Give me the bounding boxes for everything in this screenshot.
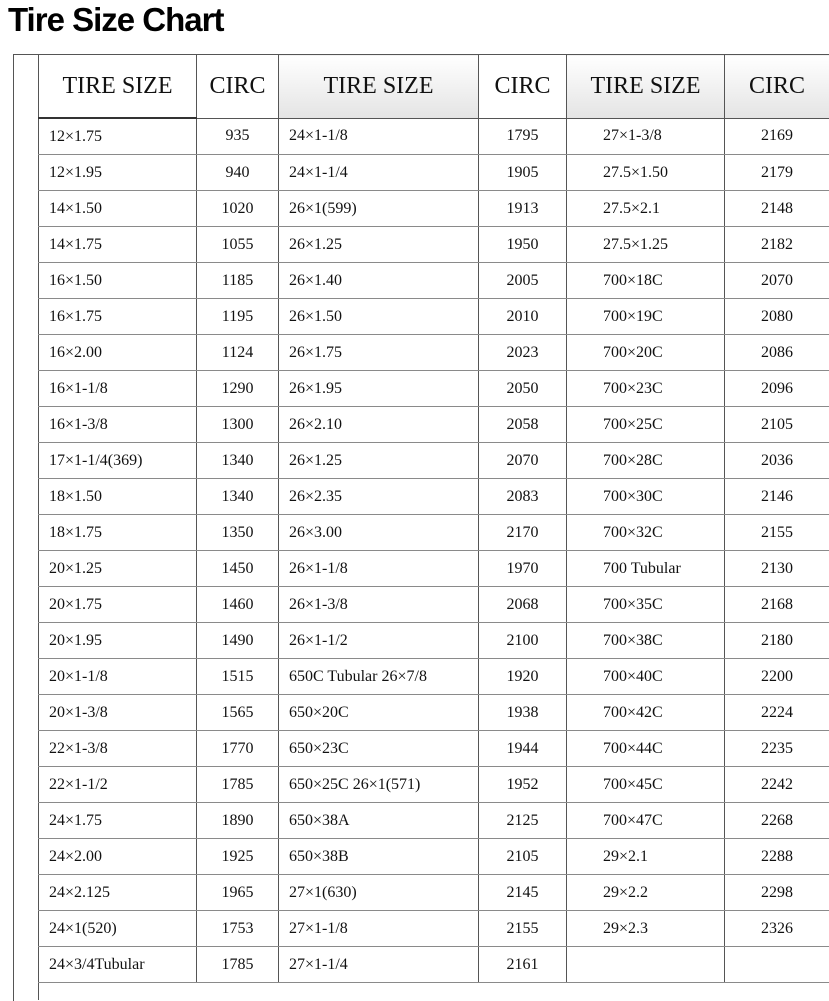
tire-size-cell: 22×1-3/8 xyxy=(39,731,197,767)
tire-size-cell: 26×1.25 xyxy=(279,443,479,479)
circ-cell: 2130 xyxy=(725,551,829,587)
circ-cell: 2242 xyxy=(725,767,829,803)
table-row xyxy=(39,263,829,299)
header-tire-size-3: TIRE SIZE xyxy=(567,55,725,119)
header-circ-3: CIRC xyxy=(725,55,829,119)
circ-cell: 1300 xyxy=(197,407,279,443)
tire-size-cell: 26×1.50 xyxy=(279,299,479,335)
circ-cell: 1565 xyxy=(197,695,279,731)
tire-size-cell: 16×1-3/8 xyxy=(39,407,197,443)
tire-size-cell: 26×2.10 xyxy=(279,407,479,443)
tire-size-cell: 700×28C xyxy=(567,443,725,479)
circ-cell: 2200 xyxy=(725,659,829,695)
tire-size-cell: 14×1.75 xyxy=(39,227,197,263)
circ-cell: 1905 xyxy=(479,155,567,191)
tire-size-cell: 29×2.1 xyxy=(567,839,725,875)
tire-size-cell: 14×1.50 xyxy=(39,191,197,227)
circ-cell: 2145 xyxy=(479,875,567,911)
circ-cell: 1938 xyxy=(479,695,567,731)
tire-size-cell: 700×47C xyxy=(567,803,725,839)
circ-cell: 2050 xyxy=(479,371,567,407)
circ-cell: 2068 xyxy=(479,587,567,623)
circ-cell: 2083 xyxy=(479,479,567,515)
circ-cell: 2155 xyxy=(479,911,567,947)
circ-cell: 1490 xyxy=(197,623,279,659)
tire-size-cell: 18×1.75 xyxy=(39,515,197,551)
tire-size-cell: 700×42C xyxy=(567,695,725,731)
circ-cell: 2326 xyxy=(725,911,829,947)
circ-cell: 1795 xyxy=(479,118,567,155)
table-row xyxy=(39,803,829,839)
circ-cell: 2268 xyxy=(725,803,829,839)
tire-size-cell: 700×35C xyxy=(567,587,725,623)
circ-cell: 1753 xyxy=(197,911,279,947)
circ-cell: 2125 xyxy=(479,803,567,839)
table-row xyxy=(39,731,829,767)
header-tire-size-1: TIRE SIZE xyxy=(39,55,197,119)
tire-size-cell: 650×38A xyxy=(279,803,479,839)
circ-cell: 1925 xyxy=(197,839,279,875)
table-row xyxy=(39,911,829,947)
circ-cell: 2161 xyxy=(479,947,567,983)
tire-size-cell: 26×3.00 xyxy=(279,515,479,551)
table-body xyxy=(39,118,829,983)
tire-size-cell: 700×25C xyxy=(567,407,725,443)
tire-size-cell: 700×30C xyxy=(567,479,725,515)
tire-size-cell: 24×2.00 xyxy=(39,839,197,875)
circ-cell: 1195 xyxy=(197,299,279,335)
tire-size-cell: 26×1.75 xyxy=(279,335,479,371)
tire-size-cell xyxy=(567,947,725,983)
table-row xyxy=(39,515,829,551)
header-circ-2: CIRC xyxy=(479,55,567,119)
circ-cell: 2298 xyxy=(725,875,829,911)
tire-size-cell: 29×2.2 xyxy=(567,875,725,911)
circ-cell: 1890 xyxy=(197,803,279,839)
circ-cell: 1460 xyxy=(197,587,279,623)
tire-size-cell: 22×1-1/2 xyxy=(39,767,197,803)
circ-cell: 940 xyxy=(197,155,279,191)
table-row xyxy=(39,227,829,263)
circ-cell: 2148 xyxy=(725,191,829,227)
header-tire-size-2: TIRE SIZE xyxy=(279,55,479,119)
table-row xyxy=(39,335,829,371)
table-row xyxy=(39,767,829,803)
circ-cell: 2005 xyxy=(479,263,567,299)
tire-size-cell: 700×38C xyxy=(567,623,725,659)
circ-cell: 2179 xyxy=(725,155,829,191)
circ-cell: 2010 xyxy=(479,299,567,335)
tire-size-cell: 26×1-3/8 xyxy=(279,587,479,623)
circ-cell: 2086 xyxy=(725,335,829,371)
circ-cell: 2288 xyxy=(725,839,829,875)
tire-size-cell: 26×1-1/2 xyxy=(279,623,479,659)
header-circ-1: CIRC xyxy=(197,55,279,119)
tire-size-cell: 700×20C xyxy=(567,335,725,371)
circ-cell: 1350 xyxy=(197,515,279,551)
circ-cell: 1185 xyxy=(197,263,279,299)
tire-size-cell: 20×1.95 xyxy=(39,623,197,659)
tire-size-cell: 24×1-1/4 xyxy=(279,155,479,191)
circ-cell: 1770 xyxy=(197,731,279,767)
circ-cell: 2105 xyxy=(479,839,567,875)
tire-size-cell: 24×2.125 xyxy=(39,875,197,911)
tire-size-cell: 700 Tubular xyxy=(567,551,725,587)
circ-cell: 2169 xyxy=(725,118,829,155)
tire-size-cell: 650×20C xyxy=(279,695,479,731)
tire-size-cell: 700×23C xyxy=(567,371,725,407)
table-row xyxy=(39,407,829,443)
table-row xyxy=(39,191,829,227)
tire-size-cell: 17×1-1/4(369) xyxy=(39,443,197,479)
tire-size-cell: 700×32C xyxy=(567,515,725,551)
circ-cell: 2058 xyxy=(479,407,567,443)
table-row xyxy=(39,371,829,407)
tire-size-cell: 26×1.25 xyxy=(279,227,479,263)
tire-size-cell: 18×1.50 xyxy=(39,479,197,515)
circ-cell: 2168 xyxy=(725,587,829,623)
circ-cell: 1340 xyxy=(197,443,279,479)
tire-size-cell: 26×1.40 xyxy=(279,263,479,299)
tire-size-cell: 700×19C xyxy=(567,299,725,335)
tire-size-cell: 12×1.95 xyxy=(39,155,197,191)
circ-cell: 2036 xyxy=(725,443,829,479)
tire-size-cell: 16×1-1/8 xyxy=(39,371,197,407)
circ-cell: 1944 xyxy=(479,731,567,767)
circ-cell: 1913 xyxy=(479,191,567,227)
table-row xyxy=(39,479,829,515)
tire-size-cell: 26×1-1/8 xyxy=(279,551,479,587)
tire-size-cell: 24×1(520) xyxy=(39,911,197,947)
tire-size-cell: 12×1.75 xyxy=(39,118,197,155)
table-row xyxy=(39,659,829,695)
tire-size-cell: 27.5×1.50 xyxy=(567,155,725,191)
tire-size-cell: 20×1-3/8 xyxy=(39,695,197,731)
table-row xyxy=(39,443,829,479)
circ-cell: 1970 xyxy=(479,551,567,587)
circ-cell: 2146 xyxy=(725,479,829,515)
table-left-gutter xyxy=(20,54,39,1000)
table-row xyxy=(39,587,829,623)
circ-cell: 1020 xyxy=(197,191,279,227)
tire-size-cell: 24×1-1/8 xyxy=(279,118,479,155)
circ-cell: 2096 xyxy=(725,371,829,407)
table-row xyxy=(39,695,829,731)
circ-cell: 1515 xyxy=(197,659,279,695)
circ-cell: 1290 xyxy=(197,371,279,407)
circ-cell: 1785 xyxy=(197,947,279,983)
circ-cell: 1450 xyxy=(197,551,279,587)
circ-cell: 2155 xyxy=(725,515,829,551)
circ-cell: 2070 xyxy=(479,443,567,479)
circ-cell: 1920 xyxy=(479,659,567,695)
tire-size-cell: 16×1.50 xyxy=(39,263,197,299)
tire-size-cell: 20×1.25 xyxy=(39,551,197,587)
tire-size-cell: 27.5×2.1 xyxy=(567,191,725,227)
circ-cell: 2100 xyxy=(479,623,567,659)
table-row xyxy=(39,299,829,335)
tire-size-cell: 650C Tubular 26×7/8 xyxy=(279,659,479,695)
tire-size-cell: 27×1-3/8 xyxy=(567,118,725,155)
table-row xyxy=(39,155,829,191)
tire-size-cell: 27×1(630) xyxy=(279,875,479,911)
circ-cell: 2224 xyxy=(725,695,829,731)
tire-size-cell: 27×1-1/4 xyxy=(279,947,479,983)
tire-size-cell: 700×45C xyxy=(567,767,725,803)
circ-cell: 1055 xyxy=(197,227,279,263)
circ-cell: 2180 xyxy=(725,623,829,659)
tire-size-cell: 24×1.75 xyxy=(39,803,197,839)
circ-cell: 1965 xyxy=(197,875,279,911)
tire-size-cell: 16×2.00 xyxy=(39,335,197,371)
tire-size-cell: 700×44C xyxy=(567,731,725,767)
tire-size-cell: 700×40C xyxy=(567,659,725,695)
circ-cell: 2080 xyxy=(725,299,829,335)
tire-size-cell: 24×3/4Tubular xyxy=(39,947,197,983)
circ-cell: 2105 xyxy=(725,407,829,443)
page-title: Tire Size Chart xyxy=(8,0,223,40)
table-row xyxy=(39,839,829,875)
tire-size-cell: 20×1-1/8 xyxy=(39,659,197,695)
table-row xyxy=(39,947,829,983)
circ-cell: 2182 xyxy=(725,227,829,263)
tire-size-cell: 20×1.75 xyxy=(39,587,197,623)
tire-size-cell: 26×1.95 xyxy=(279,371,479,407)
tire-size-table xyxy=(38,54,829,983)
circ-cell: 1952 xyxy=(479,767,567,803)
circ-cell: 2070 xyxy=(725,263,829,299)
circ-cell: 2235 xyxy=(725,731,829,767)
circ-cell: 2170 xyxy=(479,515,567,551)
tire-size-cell: 27.5×1.25 xyxy=(567,227,725,263)
circ-cell: 1124 xyxy=(197,335,279,371)
header-row xyxy=(39,55,829,119)
tire-size-cell: 16×1.75 xyxy=(39,299,197,335)
tire-size-cell: 650×25C 26×1(571) xyxy=(279,767,479,803)
tire-size-cell: 27×1-1/8 xyxy=(279,911,479,947)
table-row xyxy=(39,551,829,587)
table-row xyxy=(39,875,829,911)
circ-cell: 935 xyxy=(197,118,279,155)
table-row xyxy=(39,118,829,155)
tire-size-cell: 26×1(599) xyxy=(279,191,479,227)
circ-cell: 2023 xyxy=(479,335,567,371)
circ-cell: 1950 xyxy=(479,227,567,263)
circ-cell: 1340 xyxy=(197,479,279,515)
tire-size-cell: 29×2.3 xyxy=(567,911,725,947)
table-row xyxy=(39,623,829,659)
tire-size-cell: 700×18C xyxy=(567,263,725,299)
tire-size-cell: 650×38B xyxy=(279,839,479,875)
circ-cell: 1785 xyxy=(197,767,279,803)
circ-cell xyxy=(725,947,829,983)
tire-size-cell: 26×2.35 xyxy=(279,479,479,515)
tire-size-cell: 650×23C xyxy=(279,731,479,767)
